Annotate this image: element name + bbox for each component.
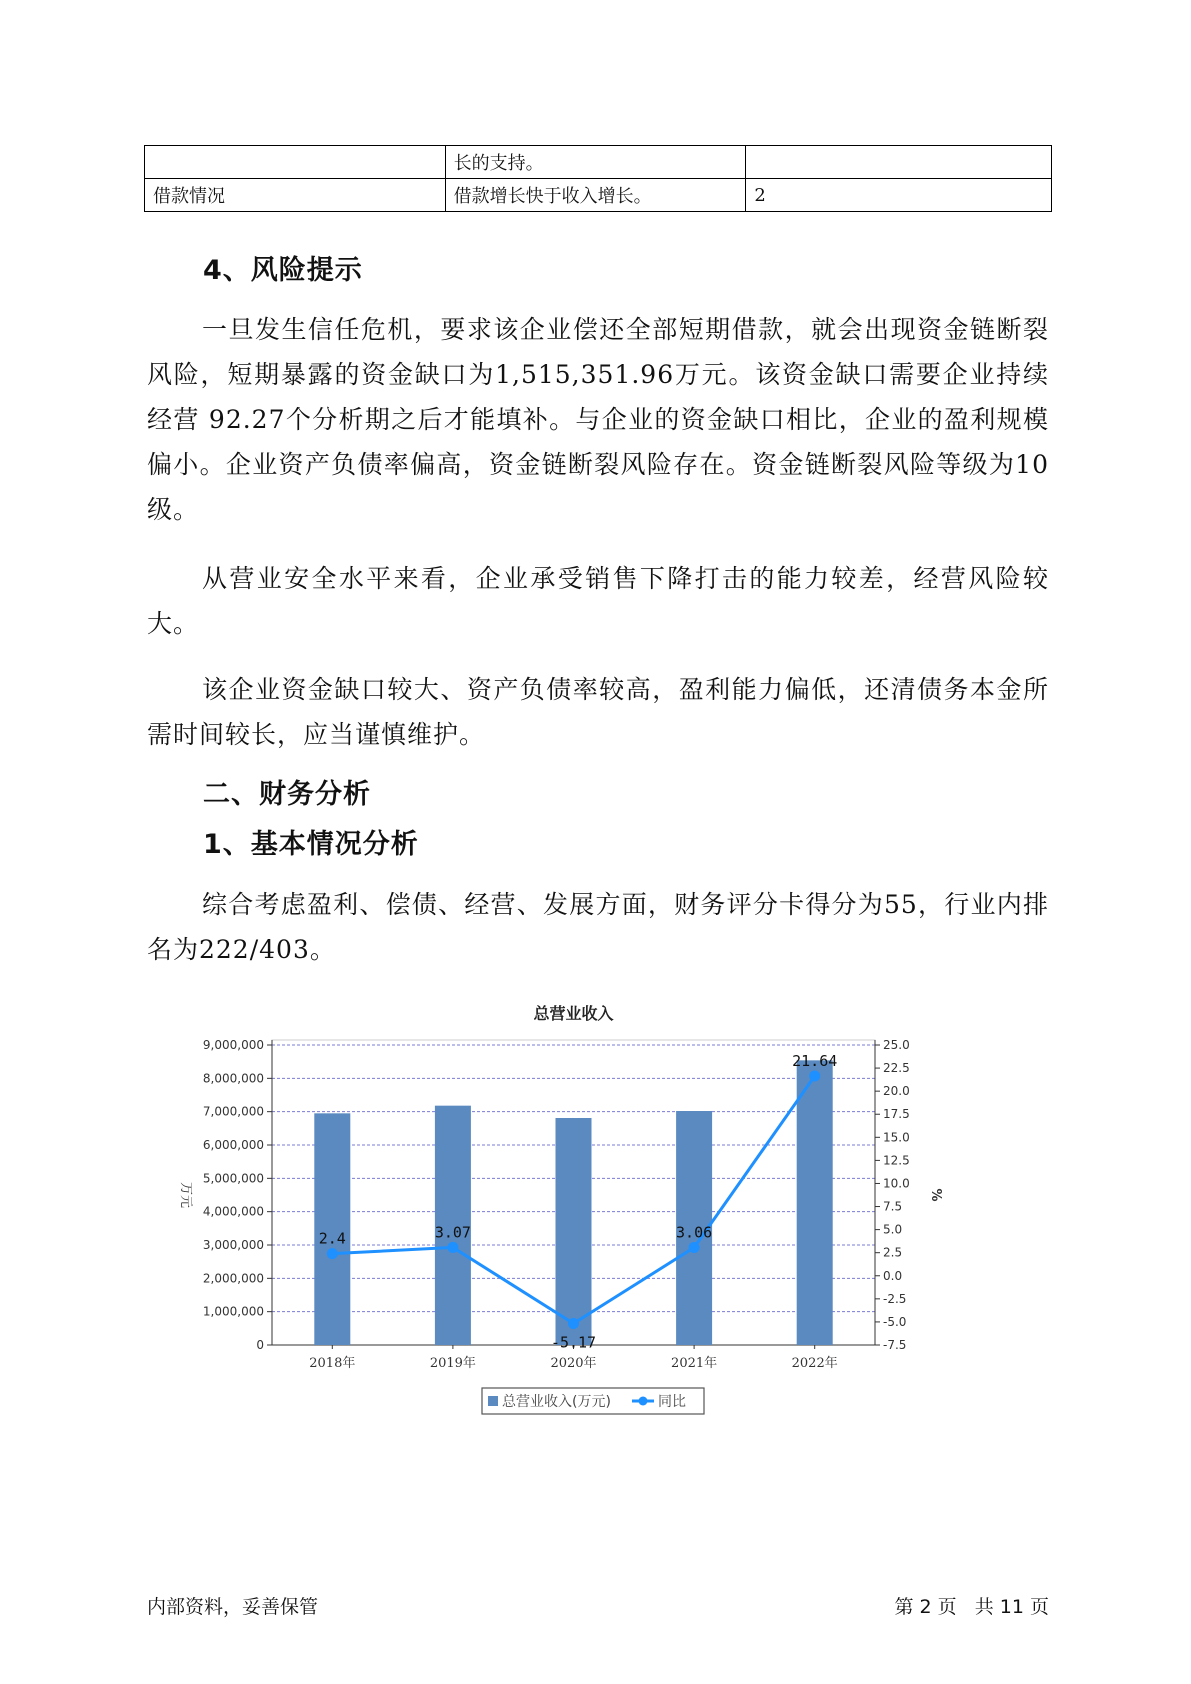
table-cell: 借款情况	[145, 179, 446, 212]
table-cell: 2	[746, 179, 1052, 212]
finance-heading: 二、财务分析	[203, 779, 371, 810]
yoy-point	[568, 1318, 579, 1329]
yoy-data-label: 3.06	[676, 1223, 713, 1242]
x-tick-label: 2020年	[550, 1356, 597, 1371]
x-tick-label: 2022年	[791, 1356, 838, 1371]
y2-tick-label: 22.5	[883, 1061, 910, 1076]
y-tick-label: 4,000,000	[202, 1204, 264, 1219]
y-axis-label: 万元	[178, 1181, 193, 1209]
risk-paragraph-3: 该企业资金缺口较大、资产负债率较高，盈利能力偏低，还清债务本金所需时间较长，应当谨慎维护。	[147, 675, 1049, 749]
yoy-point	[689, 1242, 700, 1253]
y2-tick-label: 20.0	[883, 1084, 910, 1099]
finance-subheading: 1、基本情况分析	[203, 829, 419, 860]
x-tick-label: 2018年	[309, 1356, 356, 1371]
y2-tick-label: -2.5	[883, 1291, 907, 1306]
yoy-point	[447, 1242, 458, 1253]
legend-line-marker	[639, 1397, 648, 1406]
y-tick-label: 2,000,000	[202, 1271, 264, 1286]
y2-tick-label: 10.0	[883, 1176, 910, 1191]
yoy-point	[327, 1248, 338, 1259]
y2-tick-label: 2.5	[883, 1245, 903, 1260]
table-cell: 长的支持。	[445, 146, 746, 179]
table-row	[145, 146, 1052, 179]
y-tick-label: 9,000,000	[202, 1038, 264, 1052]
x-tick-label: 2021年	[671, 1356, 718, 1371]
y-tick-label: 7,000,000	[202, 1104, 264, 1119]
revenue-chart	[170, 995, 1040, 1465]
finance-paragraph: 综合考虑盈利、偿债、经营、发展方面，财务评分卡得分为55，行业内排名为222/403。	[147, 890, 1049, 964]
y2-tick-label: 7.5	[883, 1199, 903, 1214]
footer-confidential: 内部资料，妥善保管	[147, 1596, 319, 1618]
table-row	[145, 179, 1052, 212]
chart-title: 总营业收入	[533, 1004, 614, 1023]
y2-tick-label: 17.5	[883, 1107, 910, 1122]
y2-tick-label: 15.0	[883, 1130, 910, 1145]
y-tick-label: 1,000,000	[202, 1304, 264, 1319]
y-tick-label: 8,000,000	[202, 1071, 264, 1086]
y-tick-label: 5,000,000	[202, 1171, 264, 1186]
x-tick-label: 2019年	[429, 1356, 476, 1371]
yoy-point	[809, 1071, 820, 1082]
bar	[556, 1118, 592, 1345]
yoy-data-label: 3.07	[434, 1223, 471, 1242]
y2-tick-label: -5.0	[883, 1314, 907, 1329]
yoy-data-label: 2.4	[318, 1229, 346, 1248]
y-tick-label: 3,000,000	[202, 1238, 264, 1252]
y2-axis-label: %	[928, 1188, 943, 1202]
y2-tick-label: 5.0	[883, 1222, 903, 1237]
y2-tick-label: 12.5	[883, 1153, 910, 1168]
y2-tick-label: 0.0	[883, 1268, 903, 1283]
y2-tick-label: 25.0	[883, 1038, 910, 1052]
table-cell	[145, 146, 446, 179]
y-tick-label: 0	[256, 1338, 264, 1352]
legend-bar-label: 总营业收入(万元)	[502, 1394, 611, 1410]
legend-bar-swatch	[488, 1396, 498, 1406]
risk-paragraph-1: 一旦发生信任危机，要求该企业偿还全部短期借款，就会出现资金链断裂风险，短期暴露的资金缺口为1,515,351.96万元。该资金缺口需要企业持续经营 92.27个分析期之后才能填补。与企业的资金缺口相比，企业的盈利规模偏小。企业资产负债率偏高，资金链断裂风险存在。资金链断裂风险等级为10级。	[147, 315, 1049, 524]
yoy-data-label: 21.64	[792, 1052, 838, 1071]
y2-tick-label: -7.5	[883, 1338, 907, 1352]
bar	[797, 1060, 833, 1345]
y-tick-label: 6,000,000	[202, 1138, 264, 1152]
indicator-table	[144, 145, 1052, 212]
risk-heading: 4、风险提示	[203, 255, 363, 286]
table-cell	[746, 146, 1052, 179]
risk-paragraph-2: 从营业安全水平来看，企业承受销售下降打击的能力较差，经营风险较大。	[147, 564, 1049, 638]
legend-line-label: 同比	[658, 1394, 686, 1410]
table-cell: 借款增长快于收入增长。	[445, 179, 746, 212]
yoy-data-label: -5.17	[550, 1333, 597, 1352]
footer-page-number: 第 2 页 共 11 页	[894, 1596, 1049, 1618]
